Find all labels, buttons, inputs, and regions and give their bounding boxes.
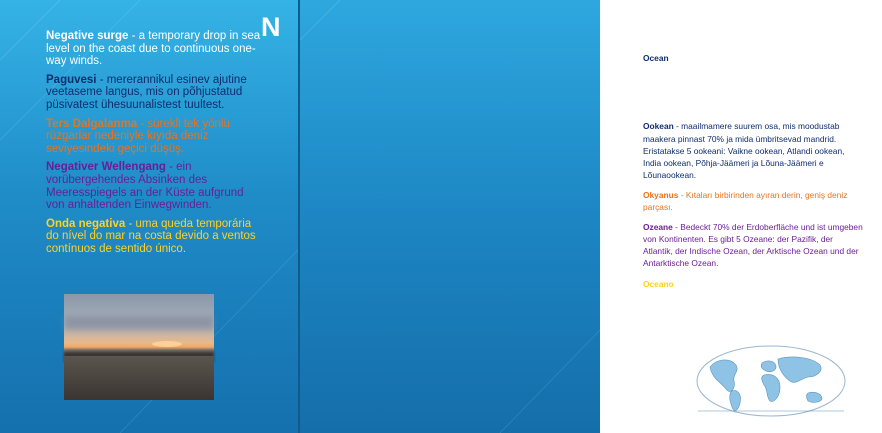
photo-clouds <box>64 316 214 330</box>
entry-term: Ozeane <box>643 222 673 233</box>
page-right <box>300 0 863 433</box>
glossary-entry <box>643 52 863 112</box>
entry-term: Onda negativa <box>46 217 126 230</box>
entry-term: Ookean <box>643 121 674 132</box>
glossary-entry <box>46 118 262 156</box>
entry-definition: - Kıtaları birbirinden ayıran derin, geniş deniz parçası. <box>643 189 848 213</box>
entry-term: Ocean <box>643 53 669 63</box>
glossary-entry <box>643 221 863 269</box>
decorative-stripes <box>300 0 600 433</box>
entry-term: Negativer Wellengang <box>46 161 166 174</box>
glossary-entry <box>46 74 262 112</box>
glossary-entry <box>46 218 262 256</box>
entry-term: Ters Dalgalanma <box>46 117 138 130</box>
entry-definition: - Bedeckt 70% der Erdoberfläche und ist umgeben von Kontinenten. Es gibt 5 Ozeane: der Pazifik, der Atlantik, der Indische Ozean, der Arktische Ozean und der Antarktische Ozean. <box>643 222 863 269</box>
entry-definition: - uma queda temporária do nível do mar na costa devido a ventos contínuos de sentido único. <box>46 217 256 255</box>
entry-definition: - maailmamere suurem osa, mis moodustab maakera pinnast 70% ja mida ümbritsevad mandrid. Eristatakse 5 ookeani: Vaikne ookean, Atlandi ookean, India ookean, Põhja-Jäämeri ja Lõuna-Jäämeri e Lõunaookean. <box>643 121 845 180</box>
entry-term: Negative surge <box>46 30 129 42</box>
glossary-entry <box>643 120 863 180</box>
photo-sun-glow <box>152 341 182 347</box>
world-map-globe <box>696 345 846 417</box>
entry-definition: - ein vorübergehendes Absinken des Meeresspiegels an der Küste aufgrund von anhaltenden Einwegwinden. <box>46 161 244 212</box>
entry-term: Paguvesi <box>46 73 97 86</box>
photo-beach <box>64 356 214 400</box>
entry-definition: - sürekli tek yönlü rüzgarlar nedeniyle kıyıda deniz seviyesindeki geçici düşüş. <box>46 117 230 155</box>
entry-definition: - A maior parte do Oceano Global, cobre 70% da superfície da Terra e é cercado por continentes. São considerados 5 oceanos: o Oceano Pacífico, o Oceano Atlântico, o Oceano Índico, o Oceano Ártico e o Oceano Antártico. <box>643 278 857 337</box>
glossary-entries-right <box>643 52 863 346</box>
entry-definition: - mererannikul esinev ajutine veetaseme langus, mis on põhjustatud püsivatest ühesuunalistest tuultest. <box>46 73 247 111</box>
page-left <box>0 0 298 433</box>
entry-definition: - a temporary drop in sea level on the coast due to continuous one-way winds. <box>46 30 261 68</box>
glossary-entry <box>46 30 262 68</box>
section-letter-n: N <box>261 12 281 42</box>
glossary-entries-left <box>46 30 262 262</box>
glossary-entry <box>643 189 863 213</box>
entry-term: Okyanus <box>643 189 679 200</box>
sunset-beach-photo <box>64 294 214 400</box>
section-letter-o-ring <box>850 17 882 49</box>
glossary-entry <box>46 161 262 211</box>
entry-definition: - The largest part of the World Ocean, it covers 70% of the Earth's surface and it is surrounded by continents. There are 5 oceans: the Pacific Ocean, the Atlantic Ocean, the Indian Ocean, the Arctic Ocean and the Southern Ocean. <box>643 53 863 112</box>
entry-term: Oceano <box>643 278 674 289</box>
glossary-entry <box>643 278 863 338</box>
